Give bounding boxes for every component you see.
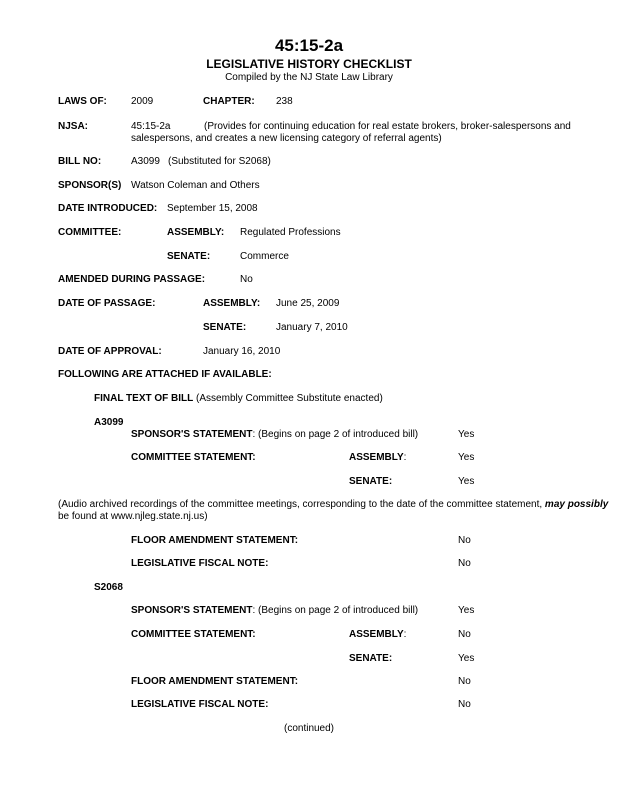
document-code: 45:15-2a	[274, 36, 344, 55]
committee-senate-value: Commerce	[240, 251, 289, 262]
a3099-assembly-label: ASSEMBLY	[349, 452, 404, 463]
bill-no-note: (Substituted for S2068)	[168, 156, 271, 167]
a3099-sponsor-label: SPONSOR'S STATEMENT	[131, 429, 253, 440]
passage-assembly-value: June 25, 2009	[276, 298, 340, 309]
final-text-line	[94, 393, 383, 405]
attached-heading: FOLLOWING ARE ATTACHED IF AVAILABLE:	[58, 369, 272, 380]
laws-of-value: 2009	[131, 96, 154, 107]
bill-no-label: BILL NO:	[58, 156, 102, 167]
amended-label: AMENDED DURING PASSAGE:	[58, 274, 206, 285]
s2068-assembly-colon: :	[403, 629, 407, 640]
s2068-senate-value: Yes	[458, 653, 475, 664]
s2068-floor-value: No	[458, 676, 471, 687]
a3099-bill-heading: A3099	[94, 417, 124, 428]
audio-note-line2: be found at www.njleg.state.nj.us)	[58, 511, 208, 522]
final-text-note: (Assembly Committee Substitute enacted)	[196, 393, 383, 404]
s2068-sponsor-statement	[131, 605, 418, 617]
date-introduced-label: DATE INTRODUCED:	[58, 203, 158, 214]
s2068-assembly	[349, 629, 406, 641]
s2068-assembly-value: No	[458, 629, 471, 640]
a3099-floor-value: No	[458, 535, 471, 546]
a3099-sponsor-value: Yes	[458, 429, 475, 440]
date-of-approval-value: January 16, 2010	[203, 346, 281, 357]
committee-assembly-value: Regulated Professions	[240, 227, 341, 238]
audio-note-text: (Audio archived recordings of the committee meetings, corresponding to the date of the committee statement,	[58, 499, 545, 510]
s2068-fiscal-label: LEGISLATIVE FISCAL NOTE:	[131, 699, 269, 710]
audio-note-line1	[58, 499, 608, 511]
a3099-assembly	[349, 452, 406, 464]
chapter-label: CHAPTER:	[203, 96, 255, 107]
a3099-committee-label: COMMITTEE STATEMENT:	[131, 452, 256, 463]
date-introduced-value: September 15, 2008	[167, 203, 258, 214]
sponsors-value: Watson Coleman and Others	[131, 180, 260, 191]
committee-label: COMMITTEE:	[58, 227, 122, 238]
passage-senate-label: SENATE:	[203, 322, 247, 333]
a3099-fiscal-value: No	[458, 558, 471, 569]
njsa-description-line1: (Provides for continuing education for real estate brokers, broker-salespersons and	[204, 121, 571, 132]
a3099-senate-label: SENATE:	[349, 476, 393, 487]
continued-note: (continued)	[283, 723, 335, 734]
date-of-approval-label: DATE OF APPROVAL:	[58, 346, 162, 357]
s2068-bill-heading: S2068	[94, 582, 123, 593]
a3099-assembly-value: Yes	[458, 452, 475, 463]
a3099-floor-label: FLOOR AMENDMENT STATEMENT:	[131, 535, 299, 546]
njsa-value: 45:15-2a	[131, 121, 171, 132]
a3099-senate-value: Yes	[458, 476, 475, 487]
s2068-senate-label: SENATE:	[349, 653, 393, 664]
njsa-label: NJSA:	[58, 121, 89, 132]
sponsors-label: SPONSOR(S)	[58, 180, 122, 191]
amended-value: No	[240, 274, 253, 285]
s2068-assembly-label: ASSEMBLY	[349, 629, 404, 640]
s2068-sponsor-value: Yes	[458, 605, 475, 616]
committee-senate-label: SENATE:	[167, 251, 211, 262]
a3099-assembly-colon: :	[403, 452, 407, 463]
document-title: LEGISLATIVE HISTORY CHECKLIST	[206, 57, 412, 71]
a3099-sponsor-note: : (Begins on page 2 of introduced bill)	[252, 429, 419, 440]
audio-note-emphasis: may possibly	[544, 499, 609, 510]
passage-senate-value: January 7, 2010	[276, 322, 348, 333]
chapter-value: 238	[276, 96, 293, 107]
passage-assembly-label: ASSEMBLY:	[203, 298, 261, 309]
njsa-description-line2: salespersons, and creates a new licensing category of referral agents)	[131, 133, 442, 144]
final-text-label: FINAL TEXT OF BILL	[94, 393, 194, 404]
date-of-passage-label: DATE OF PASSAGE:	[58, 298, 156, 309]
s2068-fiscal-value: No	[458, 699, 471, 710]
s2068-sponsor-label: SPONSOR'S STATEMENT	[131, 605, 253, 616]
s2068-sponsor-note: : (Begins on page 2 of introduced bill)	[252, 605, 419, 616]
s2068-floor-label: FLOOR AMENDMENT STATEMENT:	[131, 676, 299, 687]
laws-of-label: LAWS OF:	[58, 96, 107, 107]
compiled-by: Compiled by the NJ State Law Library	[225, 72, 393, 83]
bill-no-value: A3099	[131, 156, 160, 167]
committee-assembly-label: ASSEMBLY:	[167, 227, 225, 238]
a3099-sponsor-statement	[131, 429, 418, 441]
s2068-committee-label: COMMITTEE STATEMENT:	[131, 629, 256, 640]
a3099-fiscal-label: LEGISLATIVE FISCAL NOTE:	[131, 558, 269, 569]
